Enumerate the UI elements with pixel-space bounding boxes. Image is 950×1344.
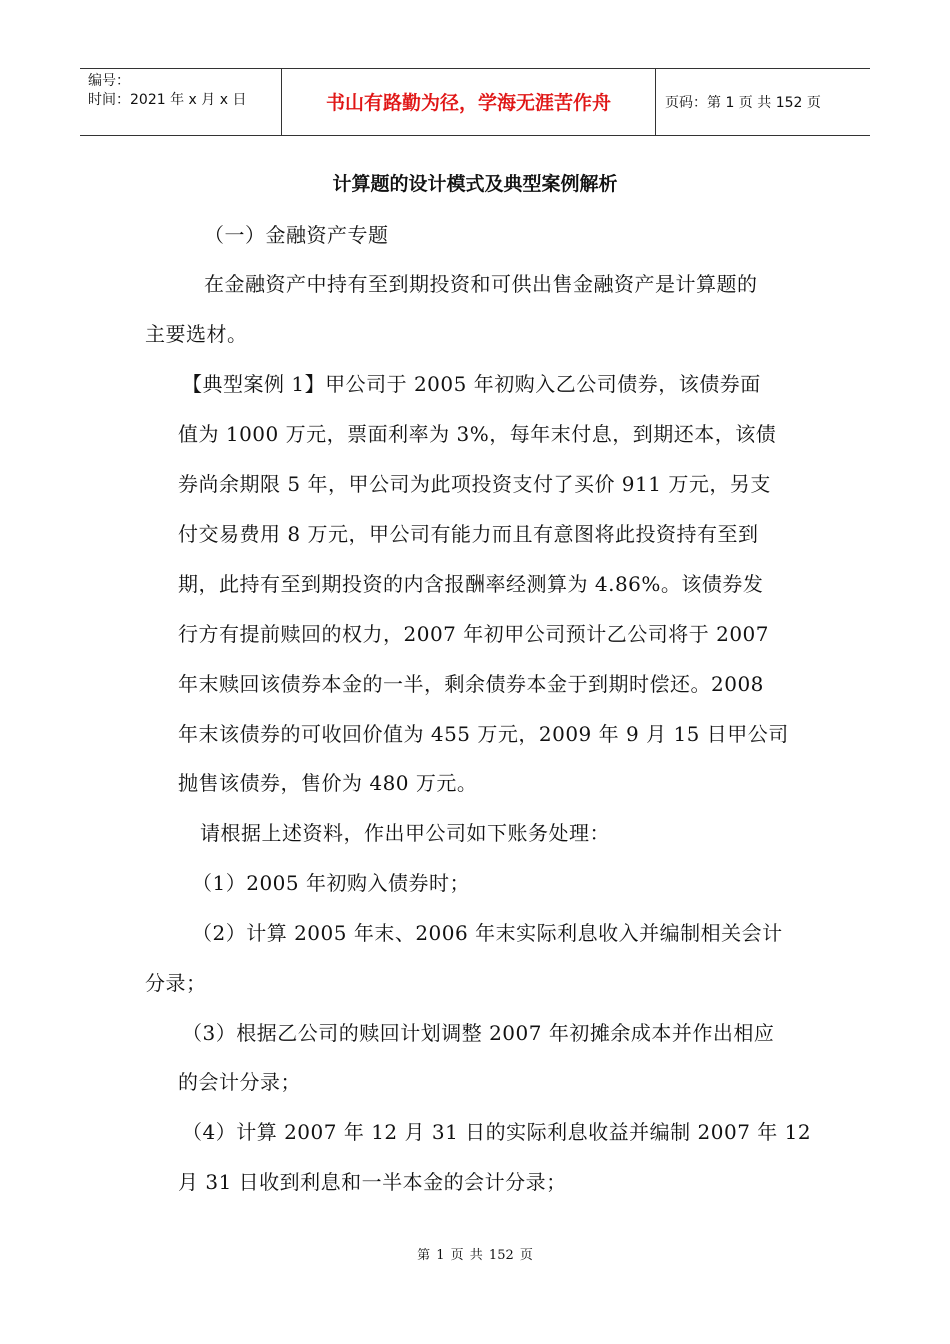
document-title: 计算题的设计模式及典型案例解析 <box>332 173 618 195</box>
intro-paragraph-line: 主要选材。 <box>145 322 248 346</box>
header-motto-cell <box>282 69 656 135</box>
question-3-line: （3）根据乙公司的赎回计划调整 2007 年初摊余成本并作出相应 <box>182 1021 775 1045</box>
question-2-line: 分录； <box>145 971 207 995</box>
question-4-line: 月 31 日收到利息和一半本金的会计分录； <box>178 1170 567 1194</box>
section-heading: （一）金融资产专题 <box>204 223 389 247</box>
case-paragraph-line: 值为 1000 万元，票面利率为 3%，每年末付息，到期还本，该债 <box>178 422 777 446</box>
case-paragraph-line: 年末赎回该债券本金的一半，剩余债券本金于到期时偿还。2008 <box>178 672 764 696</box>
case-paragraph-line: 行方有提前赎回的权力，2007 年初甲公司预计乙公司将于 2007 <box>178 622 770 646</box>
question-3-line: 的会计分录； <box>178 1070 301 1094</box>
header-page-cell <box>656 69 870 135</box>
instruction-text: 请根据上述资料，作出甲公司如下账务处理： <box>200 821 610 845</box>
document-header <box>80 68 870 136</box>
header-meta-cell <box>80 69 282 135</box>
page-footer: 第 1 页 共 152 页 <box>417 1248 533 1263</box>
intro-paragraph-line: 在金融资产中持有至到期投资和可供出售金融资产是计算题的 <box>204 272 758 296</box>
case-paragraph-line: 抛售该债券，售价为 480 万元。 <box>178 771 478 795</box>
question-4-line: （4）计算 2007 年 12 月 31 日的实际利息收益并编制 2007 年 12 <box>182 1120 812 1144</box>
header-motto: 书山有路勤为径，学海无涯苦作舟 <box>325 92 611 114</box>
case-paragraph-line: 期，此持有至到期投资的内含报酬率经测算为 4.86%。该债券发 <box>178 572 764 596</box>
question-1: （1）2005 年初购入债券时； <box>192 871 470 895</box>
header-page-info: 页码：第 1 页 共 152 页 <box>665 95 821 111</box>
document-number-label: 编号： <box>88 73 130 89</box>
case-paragraph-line: 付交易费用 8 万元，甲公司有能力而且有意图将此投资持有至到 <box>178 522 759 546</box>
case-paragraph-line: 券尚余期限 5 年，甲公司为此项投资支付了买价 911 万元，另支 <box>178 472 771 496</box>
case-paragraph-line: 年末该债券的可收回价值为 455 万元，2009 年 9 月 15 日甲公司 <box>178 722 789 746</box>
case-paragraph-line: 【典型案例 1】甲公司于 2005 年初购入乙公司债券，该债券面 <box>182 372 761 396</box>
question-2-line: （2）计算 2005 年末、2006 年末实际利息收入并编制相关会计 <box>192 921 783 945</box>
document-date-label: 时间：2021 年 x 月 x 日 <box>88 92 247 108</box>
